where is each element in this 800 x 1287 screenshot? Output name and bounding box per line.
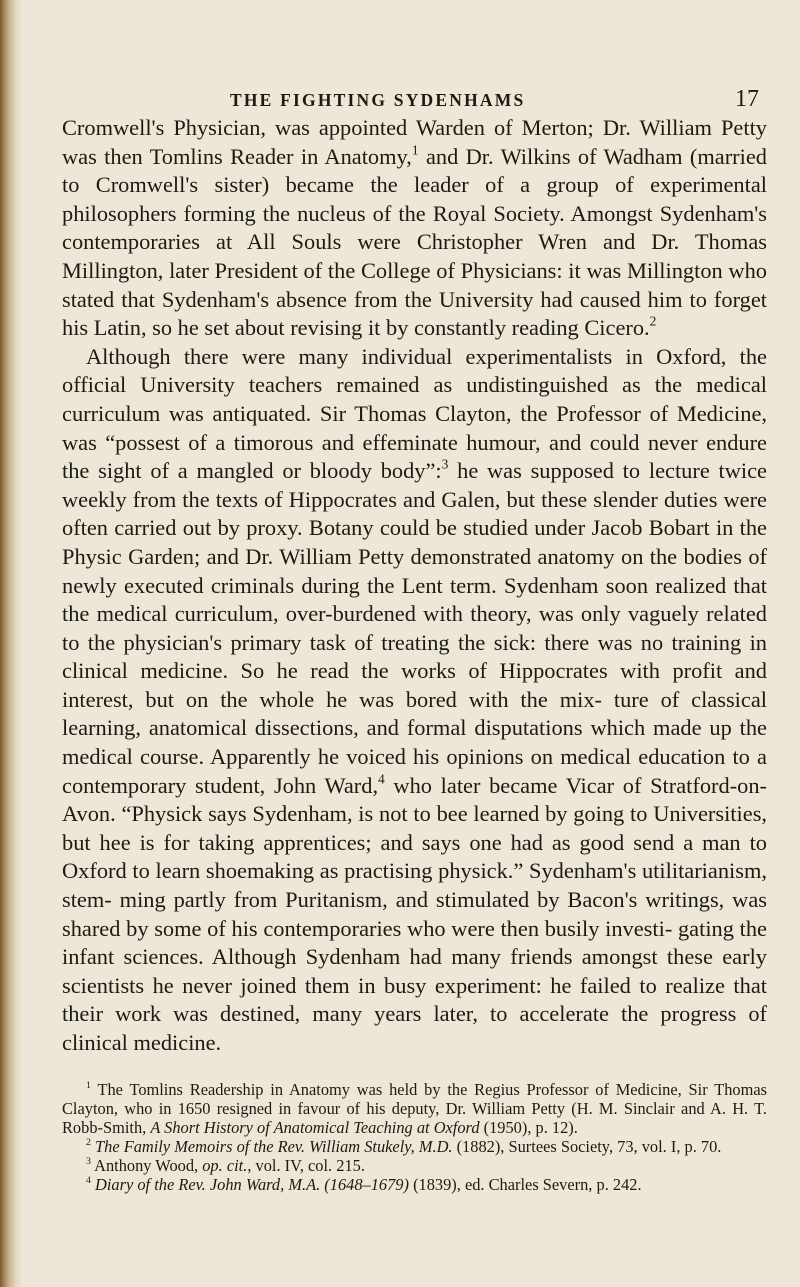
footnote-1-text-a: The Tomlins Readership in Anatomy was held by the Regius Professor of Medicine, Sir Thomas Clayton, who in 1650 resigned in favour of his deputy, Dr. William Petty (H. M. Sinclair and A. H. T. Robb-Smith, [62,1079,767,1137]
paragraph-1-text-a: Cromwell's Physician, was appointed Warden of Merton; Dr. William Petty was then Tomlins Reader in Anatomy, [62,115,767,169]
footnote-2-title: The Family Memoirs of the Rev. William Stukely, M.D. [90,1136,453,1156]
running-title: THE FIGHTING SYDENHAMS [230,90,526,110]
paragraph-2-text-a: Although there were many individual experimentalists in Oxford, the official University teachers remained as undistinguished as the medical curriculum was antiquated. Sir Thomas Clayton, the Professor of Medicine, was “possest of a timorous and effeminate humour, and could never endure the sight of a mangled or bloody body”: [62,343,767,484]
footnote-2-text: (1882), Surtees Society, 73, vol. I, p. 70. [452,1136,722,1156]
footnote-4-title: Diary of the Rev. John Ward, M.A. (1648–1679) [90,1174,409,1194]
footnote-ref-1: 1 [411,142,419,158]
body-text [62,114,767,1058]
footnote-3-text-a: Anthony Wood, [90,1155,203,1175]
page-number: 17 [735,86,759,112]
footnote-3-text-b: , vol. IV, col. 215. [247,1155,365,1175]
footnote-1-title: A Short History of Anatomical Teaching at Oxford [150,1117,480,1137]
book-spine-shadow [0,0,22,1287]
footnote-3 [62,1156,767,1175]
footnote-4-mark: 4 [86,1174,91,1186]
footnotes [62,1080,767,1194]
footnote-4 [62,1175,767,1194]
footnote-ref-3: 3 [441,456,449,472]
footnote-1-mark: 1 [86,1079,91,1091]
footnote-1 [62,1080,767,1137]
footnote-2-mark: 2 [86,1136,91,1148]
paragraph-2-text-b: he was supposed to lecture twice weekly from the texts of Hippocrates and Galen, but these slender duties were often carried out by proxy. Botany could be studied under Jacob Bobart in the Physic Garden; and Dr. William Petty demonstrated anatomy on the bodies of newly executed criminals during the Lent term. Sydenham soon realized that the medical curriculum, over-burdened with theory, was only vaguely related to the physician's primary task of treating the sick: there was no training in clinical medicine. So he read the works of Hippocrates with profit and interest, but on the whole he was bored with the mix- ture of classical learning, anatomical dissections, and formal disputations which made up the medical course. Apparently he voiced his opinions on medical education to a contemporary student, John Ward, [62,458,767,798]
paragraph-1 [62,114,767,343]
footnote-3-cit: op. cit. [202,1155,248,1175]
paragraph-1-text-b: and Dr. Wilkins of Wadham (married to Cromwell's sister) became the leader of a group of experimental philosophers forming the nucleus of the Royal Society. Amongst Sydenham's contemporaries at All Souls were Christopher Wren and Dr. Thomas Millington, later President of the College of Physicians: it was Millington who stated that Sydenham's absence from the University had caused him to forget his Latin, so he set about revising it by constantly reading Cicero. [62,143,767,341]
paragraph-2-text-c: who later became Vicar of Stratford-on-Avon. “Physick says Sydenham, is not to bee learned by going to Universities, but hee is for taking apprentices; and says one had as good send a man to Oxford to learn shoemaking as practising physick.” Sydenham's utilitarianism, stem- ming partly from Puritanism, and stimulated by Bacon's writings, was shared by some of his contemporaries who were then busily investi- gating the infant sciences. Although Sydenham had many friends amongst these early scientists he never joined them in busy experiment: he failed to realize that their work was destined, many years later, to accelerate the progress of clinical medicine. [62,772,767,1055]
footnote-2 [62,1137,767,1156]
footnote-ref-2: 2 [649,313,657,329]
footnote-ref-4: 4 [378,771,385,787]
book-page [62,78,767,1194]
running-head [62,78,767,114]
footnote-4-text: (1839), ed. Charles Severn, p. 242. [408,1174,642,1194]
footnote-3-mark: 3 [86,1155,91,1167]
footnote-1-text-b: (1950), p. 12). [479,1117,578,1137]
paragraph-2 [62,343,767,1058]
